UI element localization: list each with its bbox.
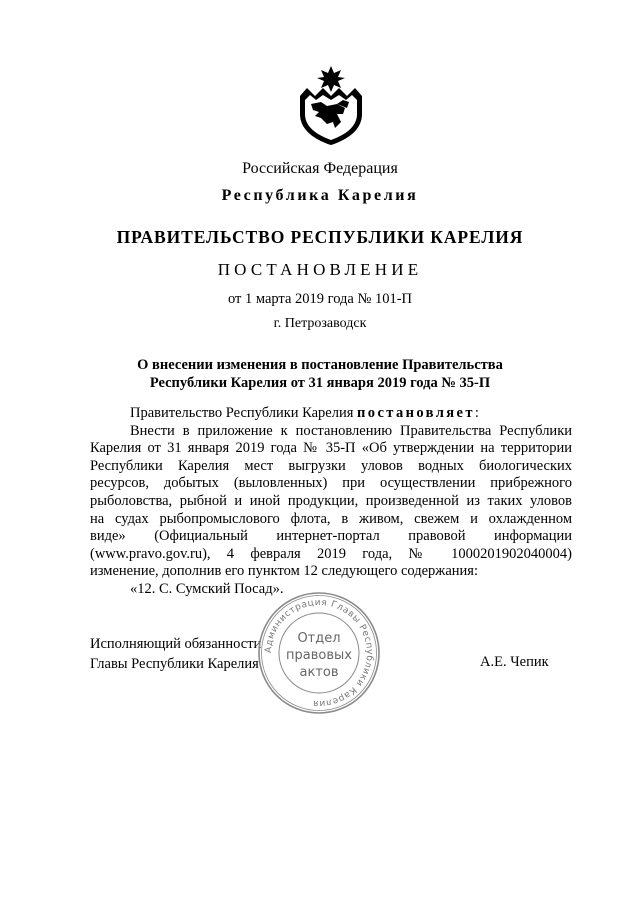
signature-position-line-1: Исполняющий обязанности xyxy=(90,636,262,652)
svg-text:Администрация Главы Республики: Администрация Главы Республики Карелия xyxy=(263,597,375,709)
body-line: рыболовства, рыбной и иной продукции, произведенной из таких уловов xyxy=(90,492,572,509)
title-line-1: О внесении изменения в постановление Правительства xyxy=(137,357,503,373)
body-line: на судах рыбопромыслового флота, в живом, свежем и охлажденном xyxy=(90,510,572,527)
body-intro: Правительство Республики Карелия постановляет: xyxy=(130,405,479,421)
svg-text:правовых: правовых xyxy=(286,648,352,663)
svg-text:Отдел: Отдел xyxy=(297,631,341,646)
body-line: Карелия от 31 января 2019 года № 35-П «Об утверждении на территории xyxy=(90,440,572,457)
body-line: изменение, дополнив его пунктом 12 следующего содержания: xyxy=(90,563,478,580)
body-line: Внести в приложение к постановлению Правительства Республики xyxy=(130,422,572,439)
document-type: ПОСТАНОВЛЕНИЕ xyxy=(217,260,423,279)
republic-name: Республика Карелия xyxy=(221,187,419,204)
country-name: Российская Федерация xyxy=(242,160,398,177)
document-body xyxy=(90,405,572,599)
body-line: виде» (Официальный интернет-портал правовой информации xyxy=(90,528,572,545)
document-date-number: от 1 марта 2019 года № 101-П xyxy=(227,291,413,307)
document-city: г. Петрозаводск xyxy=(273,316,367,331)
karelia-emblem-icon xyxy=(297,66,365,146)
decree-keyword: постановляет xyxy=(357,405,475,421)
svg-text:актов: актов xyxy=(299,665,339,680)
body-line: (www.pravo.gov.ru), 4 февраля 2019 года, № 1000201902040004) xyxy=(90,545,572,562)
body-line: Республики Карелия мест выгрузки уловов водных биологических xyxy=(90,457,572,474)
government-name: ПРАВИТЕЛЬСТВО РЕСПУБЛИКИ КАРЕЛИЯ xyxy=(116,227,524,247)
legal-department-stamp xyxy=(256,590,382,716)
body-line: ресурсов, добытых (выловленных) при осуществлении прибрежного xyxy=(90,475,572,492)
amendment-item: «12. С. Сумский Посад». xyxy=(130,580,284,597)
signature-position xyxy=(90,634,261,674)
signer-name: А.Е. Чепик xyxy=(480,654,549,670)
title-line-2: Республики Карелия от 31 января 2019 года № 35-П xyxy=(149,375,491,391)
signature-position-line-2: Главы Республики Карелия xyxy=(90,656,259,672)
document-title xyxy=(0,356,640,392)
